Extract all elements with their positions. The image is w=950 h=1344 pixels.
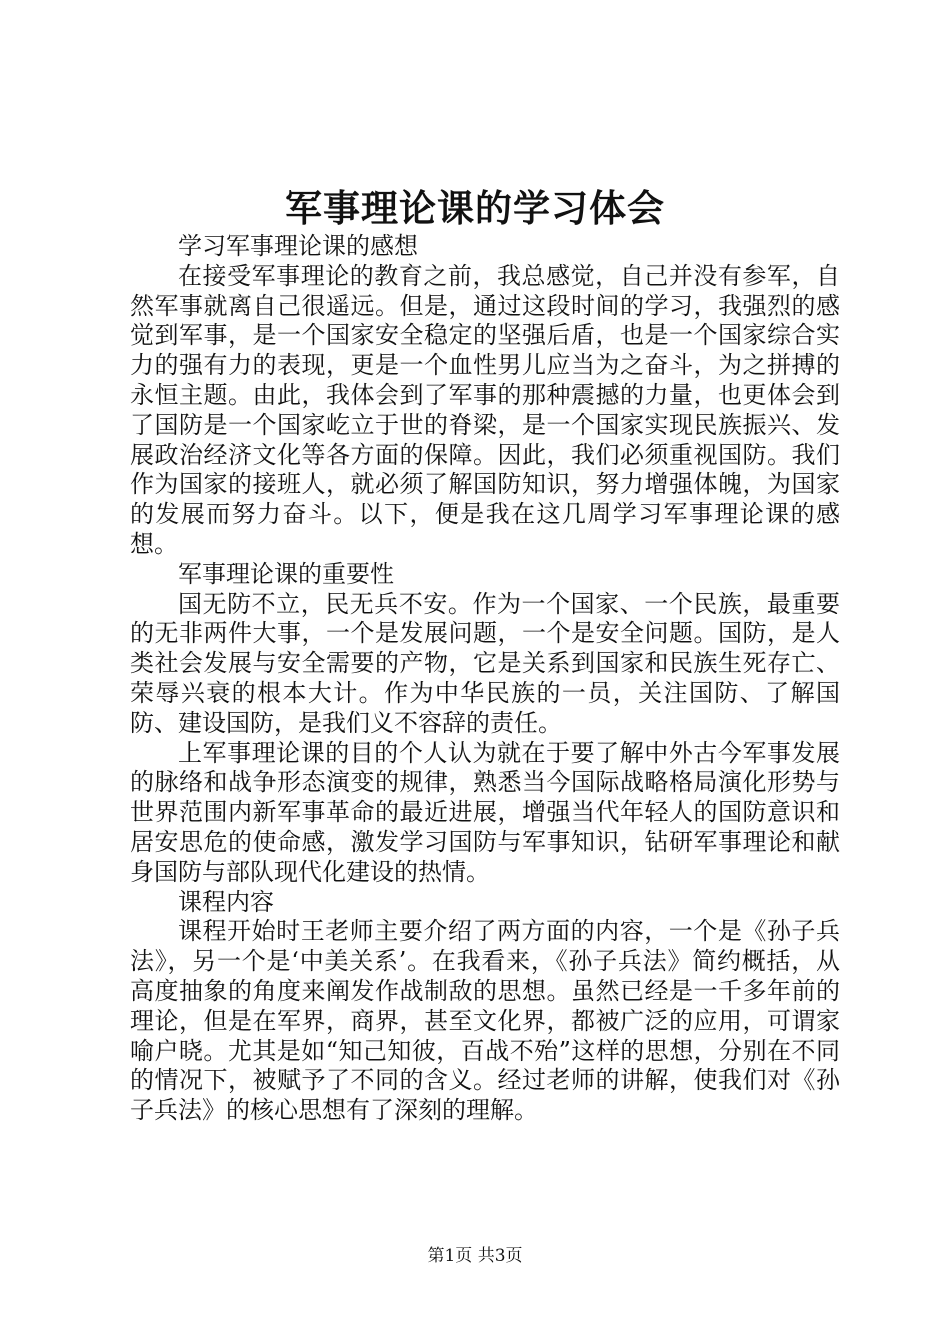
- paragraph: 在接受军事理论的教育之前，我总感觉，自己并没有参军，自然军事就离自己很遥远。但是，通过这段时间的学习，我强烈的感觉到军事，是一个国家安全稳定的坚强后盾，也是一个国家综合实力的强有力的表现，更是一个血性男儿应当为之奋斗，为之拼搏的永恒主题。由此，我体会到了军事的那种震撼的力量，也更体会到了国防是一个国家屹立于世的脊梁，是一个国家实现民族振兴、发展政治经济文化等各方面的保障。因此，我们必须重视国防。我们作为国家的接班人，就必须了解国防知识，努力增强体魄，为国家的发展而努力奋斗。以下，便是我在这几周学习军事理论课的感想。: [130, 261, 840, 558]
- section-heading: 课程内容: [178, 887, 274, 916]
- section-heading: 学习军事理论课的感想: [178, 232, 418, 260]
- section-heading: 军事理论课的重要性: [178, 559, 394, 588]
- paragraph: 国无防不立，民无兵不安。作为一个国家、一个民族，最重要的无非两件大事，一个是发展问题，一个是安全问题。国防，是人类社会发展与安全需要的产物，它是关系到国家和民族生死存亡、荣辱兴衰的根本大计。作为中华民族的一员，关注国防、了解国防、建设国防，是我们义不容辞的责任。: [130, 589, 840, 737]
- document-title: 军事理论课的学习体会: [285, 186, 665, 230]
- paragraph: 课程开始时王老师主要介绍了两方面的内容，一个是《孙子兵法》，另一个是‘中美关系’。在我看来，《孙子兵法》简约概括，从高度抽象的角度来阐发作战制敌的思想。虽然已经是一千多年前的理论，但是在军界，商界，甚至文化界，都被广泛的应用，可谓家喻户晓。尤其是如“知己知彼，百战不殆”这样的思想，分别在不同的情况下，被赋予了不同的含义。经过老师的讲解，使我们对《孙子兵法》的核心思想有了深刻的理解。: [130, 917, 840, 1125]
- page-number-footer: 第1页 共3页: [427, 1246, 523, 1266]
- document-body: [130, 232, 840, 1126]
- paragraph: 上军事理论课的目的个人认为就在于要了解中外古今军事发展的脉络和战争形态演变的规律，熟悉当今国际战略格局演化形势与世界范围内新军事革命的最近进展，增强当代年轻人的国防意识和居安思危的使命感，激发学习国防与军事知识，钻研军事理论和献身国防与部队现代化建设的热情。: [130, 738, 840, 886]
